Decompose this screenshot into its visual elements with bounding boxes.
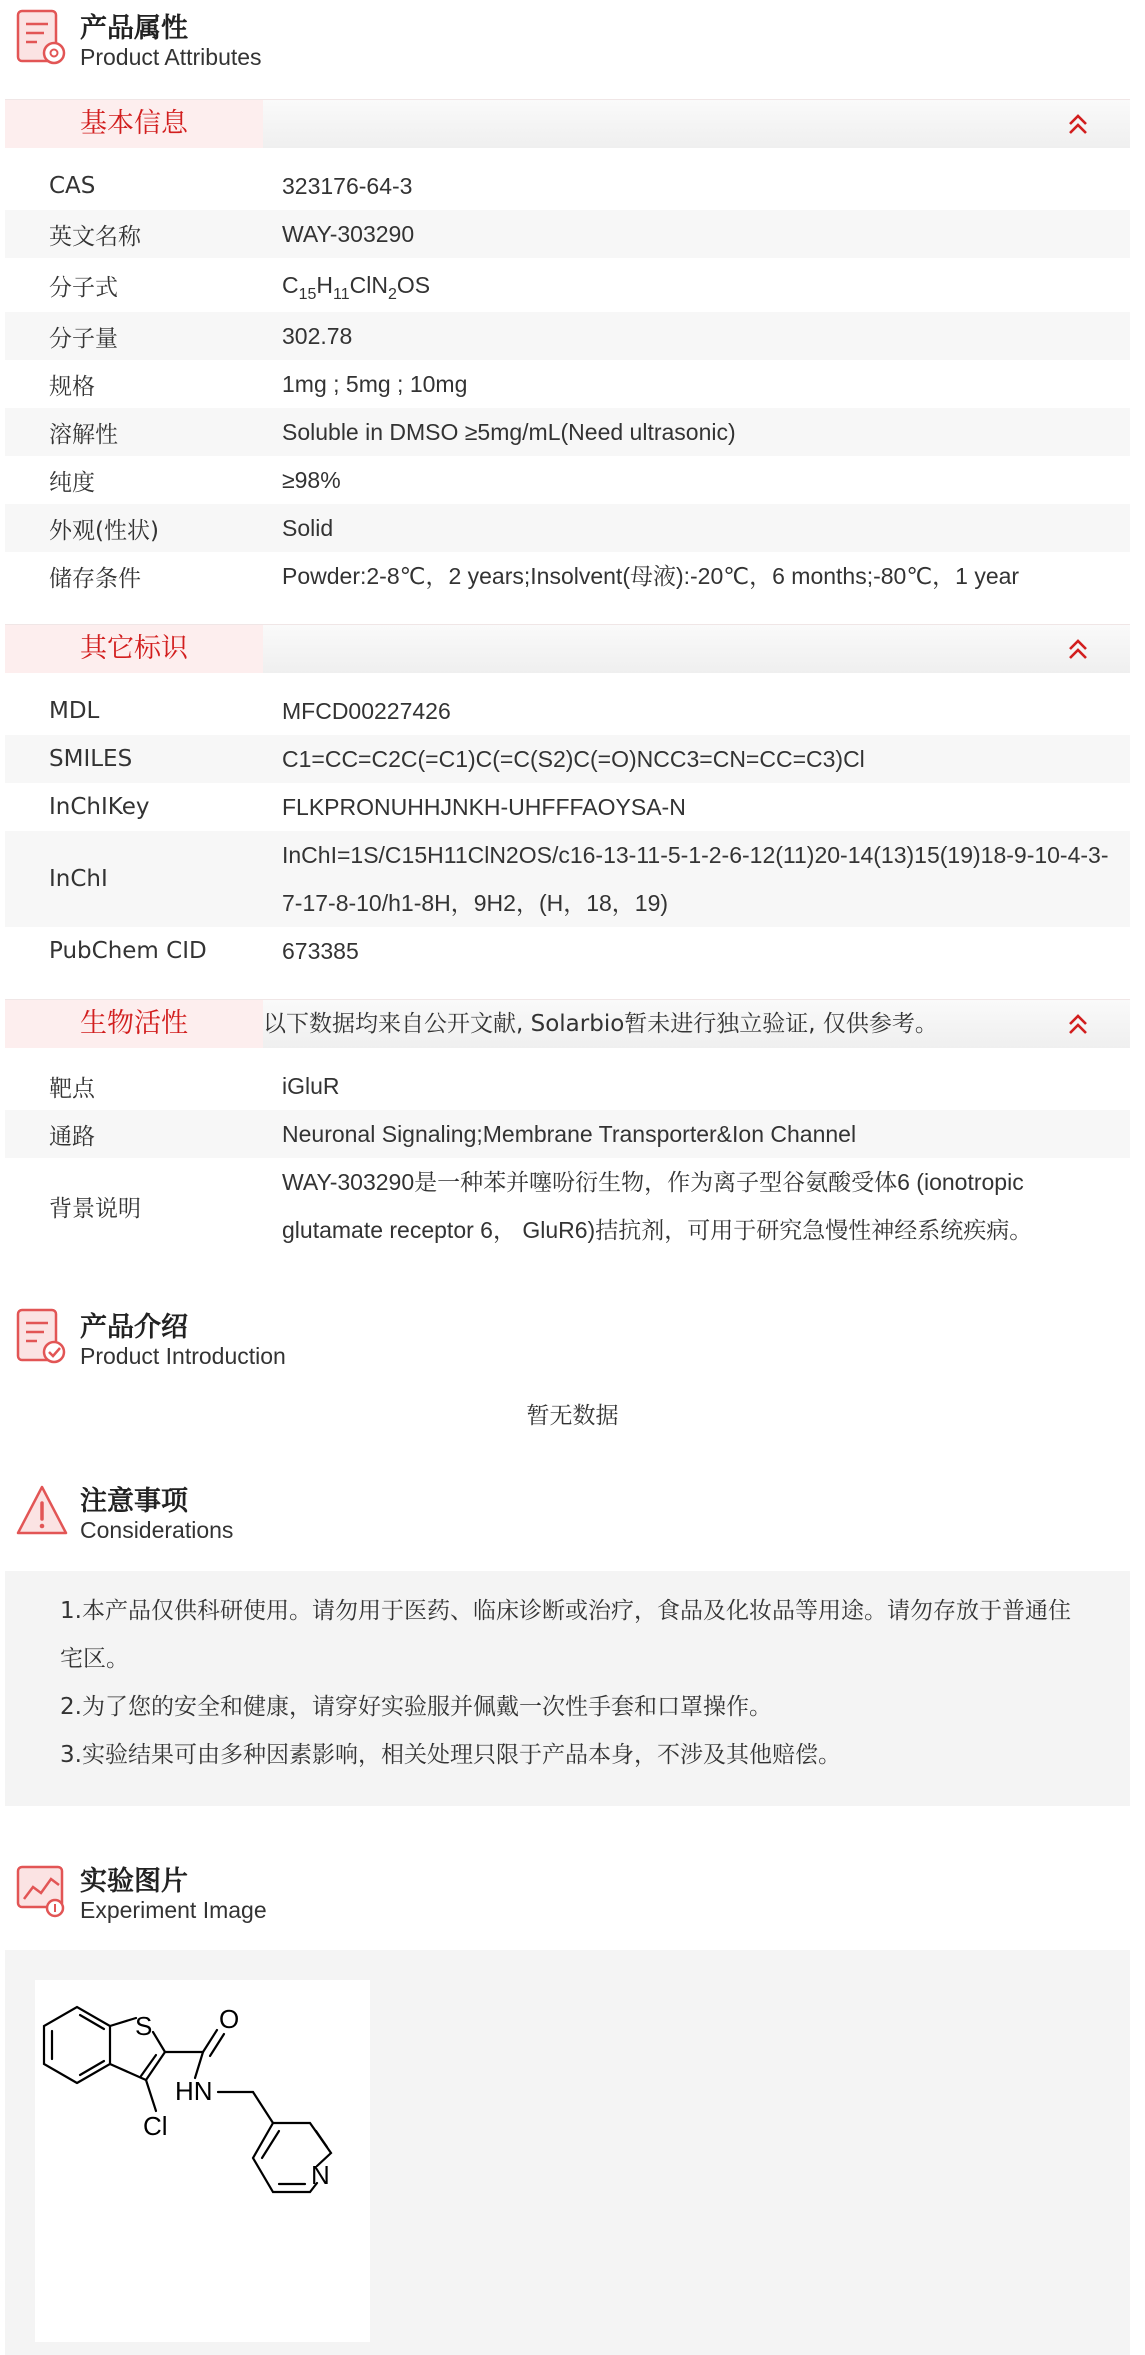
row-value: WAY-303290是一种苯并噻吩衍生物，作为离子型谷氨酸受体6 (ionotropic glutamate receptor 6， GluR6)拮抗剂，可用于研究急慢性神经系统疾病。: [282, 1169, 1033, 1243]
table-row: [5, 1062, 1130, 1110]
attributes-title: 产品属性: [80, 13, 188, 44]
table-row: [5, 162, 1130, 210]
table-row: [5, 312, 1130, 360]
structure-atom-o: O: [219, 2004, 240, 2034]
row-key: 靶点: [49, 1075, 95, 1102]
bio-activity-table: [5, 1062, 1130, 1254]
table-row: [5, 831, 1130, 927]
document-gear-icon: [15, 8, 69, 68]
table-row: [5, 735, 1130, 783]
bio-activity-title: 生物活性: [5, 1000, 263, 1048]
table-row: [5, 504, 1130, 552]
table-row: [5, 687, 1130, 735]
row-value: iGluR: [282, 1073, 340, 1099]
row-key: SMILES: [49, 746, 133, 772]
row-key: 分子式: [49, 274, 118, 301]
row-key: PubChem CID: [49, 938, 207, 964]
table-row: [5, 1110, 1130, 1158]
considerations-panel: [5, 1571, 1130, 1806]
image-chart-icon: [15, 1861, 69, 1921]
table-row: [5, 1158, 1130, 1254]
row-key: 分子量: [49, 325, 118, 352]
table-row: [5, 456, 1130, 504]
row-key: CAS: [49, 173, 96, 199]
structure-atom-n: N: [311, 2160, 330, 2190]
collapse-chevron-up-icon[interactable]: [1066, 637, 1090, 661]
list-item: 3.实验结果可由多种因素影响，相关处理只限于产品本身，不涉及其他赔偿。: [60, 1742, 841, 1768]
row-value: Powder:2-8℃，2 years;Insolvent(母液):-20℃，6 months;-80℃，1 year: [282, 563, 1020, 589]
list-item: 1.本产品仅供科研使用。请勿用于医药、临床诊断或治疗，食品及化妆品等用途。请勿存放于普通住宅区。: [60, 1598, 1071, 1672]
row-key: 纯度: [49, 469, 95, 496]
bio-activity-disclaimer: 以下数据均来自公开文献, Solarbio暂未进行独立验证, 仅供参考。: [263, 1011, 938, 1037]
row-key: InChI: [49, 866, 108, 892]
chemical-structure-diagram: [35, 1980, 370, 2342]
row-key: 溶解性: [49, 421, 118, 448]
basic-info-title: 基本信息: [5, 100, 263, 148]
row-key: 通路: [49, 1123, 95, 1150]
collapse-chevron-up-icon[interactable]: [1066, 112, 1090, 136]
experiment-title: 实验图片: [80, 1866, 188, 1897]
table-row: [5, 408, 1130, 456]
experiment-image-panel: [5, 1950, 1130, 2355]
row-value: 302.78: [282, 323, 353, 349]
row-key: 储存条件: [49, 565, 141, 592]
table-row: [5, 258, 1130, 312]
list-item: 2.为了您的安全和健康，请穿好实验服并佩戴一次性手套和口罩操作。: [60, 1694, 772, 1720]
structure-atom-cl: Cl: [143, 2111, 168, 2141]
row-key: 外观(性状): [49, 517, 159, 544]
row-key: 英文名称: [49, 223, 141, 250]
row-value: FLKPRONUHHJNKH-UHFFFAOYSA-N: [282, 794, 686, 820]
attributes-subtitle: Product Attributes: [80, 44, 262, 70]
considerations-title: 注意事项: [80, 1486, 188, 1517]
table-row: [5, 783, 1130, 831]
structure-image[interactable]: [35, 1980, 370, 2342]
row-key: MDL: [49, 698, 100, 724]
row-value: Solid: [282, 515, 334, 541]
other-ids-table: [5, 687, 1130, 975]
warning-icon: [15, 1481, 69, 1541]
intro-subtitle: Product Introduction: [80, 1343, 286, 1369]
intro-title: 产品介绍: [80, 1312, 188, 1343]
table-row: [5, 552, 1130, 600]
table-row: [5, 927, 1130, 975]
structure-atom-s: S: [135, 2011, 153, 2041]
row-value: MFCD00227426: [282, 698, 451, 724]
row-value: 323176-64-3: [282, 173, 413, 199]
considerations-list: [60, 1587, 1080, 1779]
row-value: 1mg ; 5mg ; 10mg: [282, 371, 468, 397]
no-data-text: 暂无数据: [526, 1403, 619, 1429]
other-ids-title: 其它标识: [5, 625, 263, 673]
considerations-subtitle: Considerations: [80, 1517, 234, 1543]
experiment-subtitle: Experiment Image: [80, 1897, 267, 1923]
row-value: Soluble in DMSO ≥5mg/mL(Need ultrasonic): [282, 419, 736, 445]
row-key: 背景说明: [49, 1195, 141, 1222]
other-ids-bar: [5, 624, 1130, 673]
basic-info-bar: [5, 99, 1130, 148]
row-key: InChIKey: [49, 794, 150, 820]
row-value: ≥98%: [282, 467, 341, 493]
table-row: [5, 360, 1130, 408]
collapse-chevron-up-icon[interactable]: [1066, 1012, 1090, 1036]
bio-activity-bar: [5, 999, 1130, 1048]
row-key: 规格: [49, 373, 95, 400]
row-value: Neuronal Signaling;Membrane Transporter&Ion Channel: [282, 1121, 857, 1147]
row-value: InChI=1S/C15H11ClN2OS/c16-13-11-5-1-2-6-12(11)20-14(13)15(19)18-9-10-4-3-7-17-8-10/h1-8H，9H2，(H，18，19): [282, 842, 1109, 916]
row-value: 673385: [282, 938, 359, 964]
structure-atom-hn: HN: [175, 2076, 213, 2106]
basic-info-table: [5, 162, 1130, 600]
table-row: [5, 210, 1130, 258]
row-value: C1=CC=C2C(=C1)C(=C(S2)C(=O)NCC3=CN=CC=C3)Cl: [282, 746, 865, 772]
row-value: WAY-303290: [282, 221, 415, 247]
document-check-icon: [15, 1307, 69, 1367]
molecular-formula: $C_{15}H_{11}ClN_2OS$: [282, 272, 431, 303]
